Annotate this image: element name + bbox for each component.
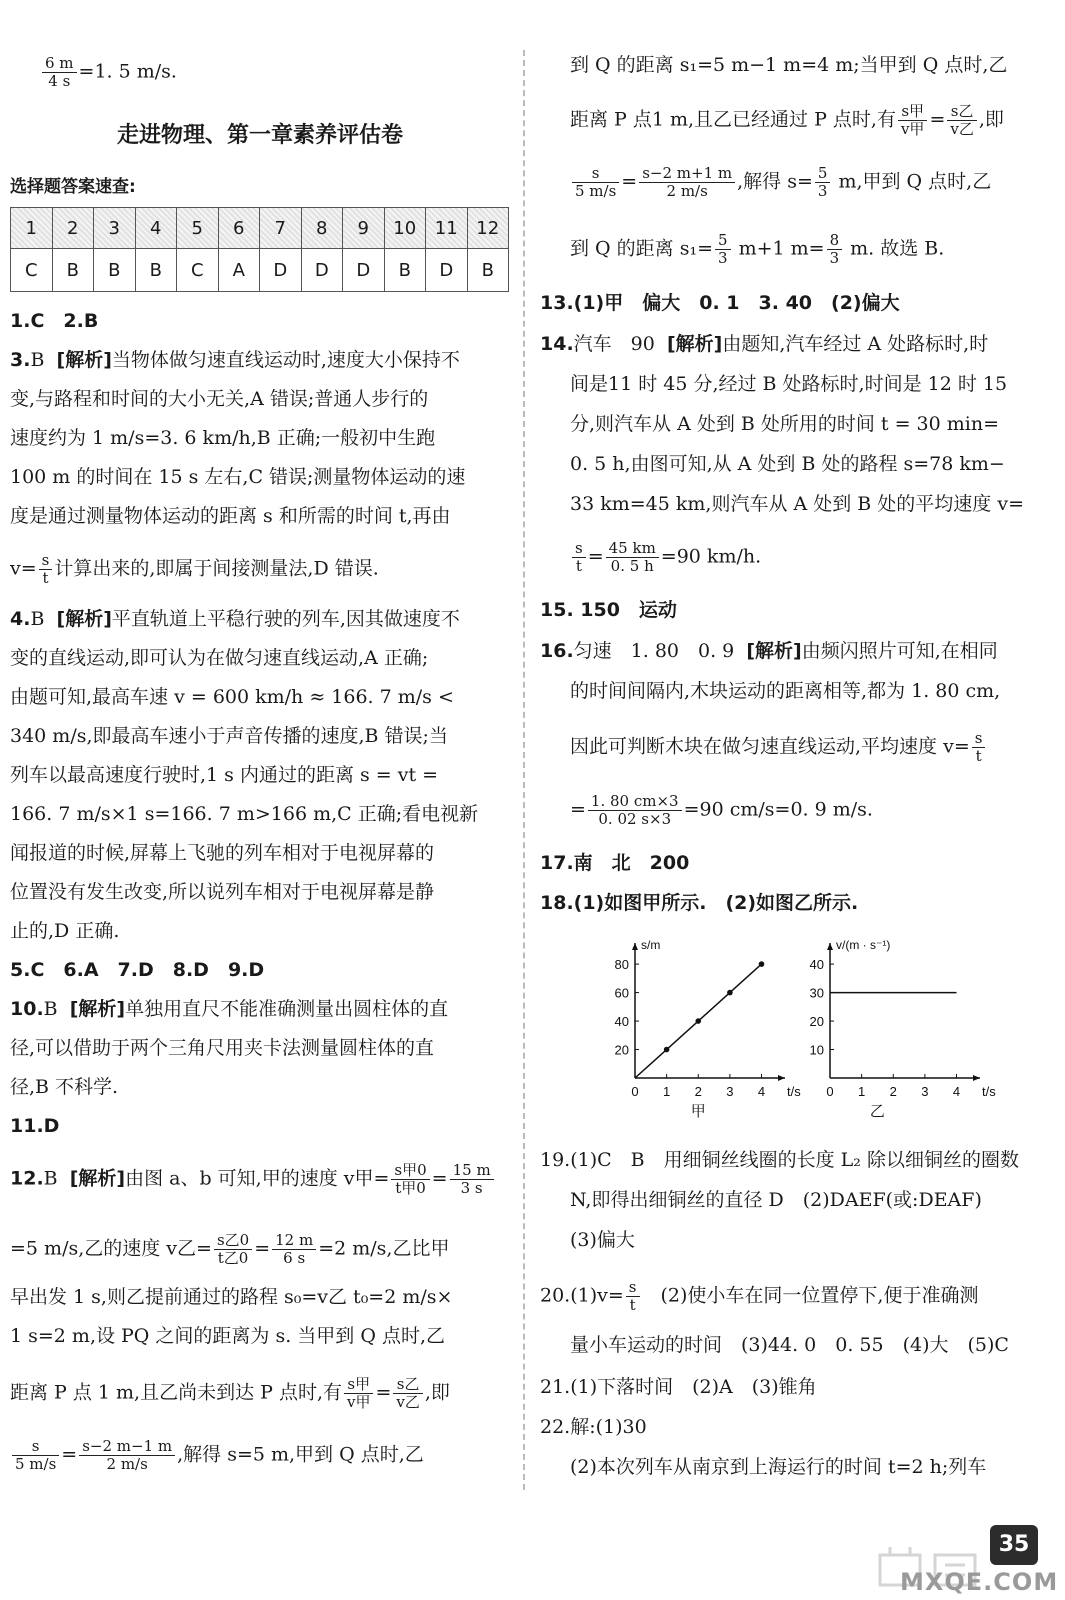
fraction: $\frac{s}{5 m/s}$ — [572, 165, 619, 200]
y-tick-label: 40 — [809, 957, 824, 973]
fraction: $\frac{45 km}{0. 5 h}$ — [606, 540, 659, 575]
answer-12-line: $\frac{s}{5 m/s}$ = $\frac{s-2 m-1 m}{2 m/s}$ ,解得 s=5 m,甲到 Q 点时,乙 — [10, 1438, 424, 1473]
table-cell: A — [218, 249, 260, 292]
table-cell: B — [52, 249, 94, 292]
answer-table-row — [11, 249, 509, 292]
table-cell: B — [384, 249, 426, 292]
y-axis-arrow — [827, 943, 833, 950]
table-cell: 3 — [94, 208, 136, 249]
y-tick-label: 10 — [809, 1042, 824, 1058]
answer-12-cont: $\frac{s}{5 m/s}$ = $\frac{s-2 m+1 m}{2 m/s}$ ,解得 s= $\frac{5}{3}$ m,甲到 Q 点时,乙 — [570, 165, 991, 200]
fraction: $\frac{15 m}{3 s}$ — [450, 1162, 494, 1197]
answer-17: 17.南 北 200 — [540, 852, 690, 874]
answer-14-line: 0. 5 h,由图可知,从 A 处到 B 处的路程 s=78 km− — [570, 453, 1005, 475]
answer-22-cont: (2)本次列车从南京到上海运行的时间 t=2 h;列车 — [570, 1456, 987, 1478]
answer-14-line: 33 km=45 km,则汽车从 A 处到 B 处的平均速度 v= — [570, 493, 1024, 515]
table-cell: C — [11, 249, 53, 292]
answer-4-line: 由题可知,最高车速 v = 600 km/h ≈ 166. 7 m/s < — [10, 686, 454, 708]
answer-4-line: 闻报道的时候,屏幕上飞驰的列车相对于电视屏幕的 — [10, 842, 435, 864]
answer-12-line: 1 s=2 m,设 PQ 之间的距离为 s. 当甲到 Q 点时,乙 — [10, 1325, 445, 1347]
x-tick-label: 0 — [631, 1084, 639, 1099]
column-divider — [523, 50, 525, 1490]
answer-12-cont: 距离 P 点1 m,且乙已经通过 P 点时,有 $\frac{\text{s甲}}{\text{v甲}}$ = $\frac{\text{s乙}}{\text{v乙}}$ ,即 — [570, 102, 1004, 138]
fraction: $\frac{\text{s乙0}}{\text{t乙0}}$ — [214, 1232, 252, 1267]
answer-14-line: $\frac{s}{t}$ = $\frac{45 km}{0. 5 h}$ =90 km/h. — [570, 540, 761, 575]
graph-b — [810, 938, 997, 1120]
fraction: $\frac{s}{t}$ — [572, 540, 586, 575]
fraction: $\frac{5}{3}$ — [715, 232, 731, 267]
x-axis-arrow — [778, 1075, 785, 1081]
fraction: $\frac{s}{t}$ — [39, 552, 53, 587]
table-cell: B — [135, 249, 177, 292]
answer-10-line: 10.B [解析]单独用直尺不能准确测量出圆柱体的直 — [10, 998, 449, 1020]
answer-19-line: (3)偏大 — [570, 1229, 635, 1251]
table-cell: 10 — [384, 208, 426, 249]
table-cell: 1 — [11, 208, 53, 249]
answer-4-line: 166. 7 m/s×1 s=166. 7 m>166 m,C 正确;看电视新 — [10, 803, 479, 825]
quick-answer-label: 选择题答案速查: — [10, 177, 136, 197]
table-cell: 2 — [52, 208, 94, 249]
table-cell: B — [467, 249, 509, 292]
answer-18-graphs — [580, 928, 1050, 1128]
x-tick-label: 4 — [952, 1084, 961, 1099]
answer-4-line: 止的,D 正确. — [10, 920, 120, 942]
fraction: $\frac{s-2 m+1 m}{2 m/s}$ — [639, 165, 735, 200]
fraction: $\frac{s-2 m-1 m}{2 m/s}$ — [79, 1438, 175, 1473]
x-axis-arrow — [973, 1075, 980, 1081]
answer-12-line: 距离 P 点 1 m,且乙尚未到达 P 点时,有 $\frac{\text{s甲}}{\text{v甲}}$ = $\frac{\text{s乙}}{\text{v乙}}$ ,即 — [10, 1375, 450, 1411]
y-tick-label: 20 — [614, 1042, 629, 1058]
answer-12-line: 12.B [解析]由图 a、b 可知,甲的速度 v甲= $\frac{\text{s甲0}}{\text{t甲0}}$ = $\frac{15 m}{3 s}$ — [10, 1162, 496, 1197]
page-number: 35 — [990, 1525, 1038, 1565]
y-tick-label: 60 — [614, 985, 629, 1001]
answer-19-line: 19.(1)C B 用细铜丝线圈的长度 L₂ 除以细铜丝的圈数 — [540, 1149, 1019, 1171]
answer-12-line: =5 m/s,乙的速度 v乙= $\frac{\text{s乙0}}{\text{t乙0}}$ = $\frac{12 m}{6 s}$ =2 m/s,乙比甲 — [10, 1231, 450, 1267]
answer-16-line: 16.匀速 1. 80 0. 9 [解析]由频闪照片可知,在相同 — [540, 640, 998, 662]
fraction: $\frac{\text{s甲}}{\text{v甲}}$ — [898, 103, 927, 138]
x-tick-label: 3 — [921, 1084, 929, 1099]
answer-20-line: 量小车运动的时间 (3)44. 0 0. 55 (4)大 (5)C — [570, 1334, 1009, 1356]
fraction: $\frac{s}{t}$ — [972, 730, 986, 765]
table-cell: D — [426, 249, 468, 292]
watermark-text: MXQE.COM — [900, 1568, 1059, 1596]
data-point — [727, 990, 733, 996]
table-cell: 11 — [426, 208, 468, 249]
answer-14-line: 分,则汽车从 A 处到 B 处所用的时间 t = 30 min= — [570, 413, 1000, 435]
answer-5-9: 5.C 6.A 7.D 8.D 9.D — [10, 959, 265, 981]
answer-3-line: 度是通过测量物体运动的距离 s 和所需的时间 t,再由 — [10, 505, 451, 527]
fraction: $\frac{12 m}{6 s}$ — [272, 1232, 316, 1267]
answer-13: 13.(1)甲 偏大 0. 1 3. 40 (2)偏大 — [540, 292, 900, 314]
fraction: $\frac{1. 80 cm\times 3}{0. 02 s\times 3}$ — [588, 793, 682, 828]
y-axis-label: v/(m · s⁻¹) — [836, 938, 891, 952]
answer-3-line: 变,与路程和时间的大小无关,A 错误;普通人步行的 — [10, 388, 429, 410]
fraction: $\frac{\text{s甲}}{\text{v甲}}$ — [344, 1376, 373, 1411]
x-axis-label: t/s — [982, 1084, 996, 1099]
x-tick-label: 2 — [889, 1084, 897, 1099]
x-tick-label: 1 — [858, 1084, 866, 1099]
graph-a — [615, 938, 802, 1120]
answer-12-cont: 到 Q 的距离 s₁= $\frac{5}{3}$ m+1 m= $\frac{8}{3}$ m. 故选 B. — [570, 231, 945, 267]
table-cell: D — [343, 249, 385, 292]
data-point — [664, 1047, 670, 1053]
x-tick-label: 3 — [726, 1084, 734, 1099]
fraction: $\frac{5}{3}$ — [815, 165, 831, 200]
answer-12-cont: 到 Q 的距离 s₁=5 m−1 m=4 m;当甲到 Q 点时,乙 — [570, 54, 1008, 76]
fraction: $\frac{\text{s乙}}{\text{v乙}}$ — [393, 1376, 422, 1411]
table-cell: 7 — [260, 208, 302, 249]
answer-11: 11.D — [10, 1115, 60, 1137]
answer-16-line: = $\frac{1. 80 cm\times 3}{0. 02 s\times 3}$ =90 cm/s=0. 9 m/s. — [570, 792, 873, 828]
x-tick-label: 1 — [663, 1084, 671, 1099]
fraction: $\frac{8}{3}$ — [827, 232, 843, 267]
table-cell: 5 — [177, 208, 219, 249]
answer-4-line: 位置没有发生改变,所以说列车相对于电视屏幕是静 — [10, 881, 435, 903]
answer-16-line: 的时间间隔内,木块运动的距离相等,都为 1. 80 cm, — [570, 680, 1001, 702]
answer-14-line: 间是11 时 45 分,经过 B 处路标时,时间是 12 时 15 — [570, 373, 1008, 395]
y-axis-label: s/m — [641, 938, 661, 952]
y-tick-label: 40 — [614, 1014, 629, 1030]
answer-4-line: 变的直线运动,即可认为在做匀速直线运动,A 正确; — [10, 647, 429, 669]
answer-4-line: 340 m/s,即最高车速小于声音传播的速度,B 错误;当 — [10, 725, 448, 747]
x-tick-label: 2 — [694, 1084, 702, 1099]
fraction: $\frac{s}{5 m/s}$ — [12, 1438, 59, 1473]
answer-20-line: 20.(1)v= $\frac{s}{t}$ (2)使小车在同一位置停下,便于准确测 — [540, 1278, 979, 1314]
table-cell: 8 — [301, 208, 343, 249]
x-tick-label: 0 — [826, 1084, 834, 1099]
answer-22: 22.解:(1)30 — [540, 1416, 647, 1438]
table-cell: C — [177, 249, 219, 292]
table-cell: 6 — [218, 208, 260, 249]
x-tick-label: 4 — [757, 1084, 766, 1099]
table-cell: B — [94, 249, 136, 292]
section-title: 走进物理、第一章素养评估卷 — [116, 123, 403, 148]
answer-table-header — [11, 208, 509, 249]
answer-19-line: N,即得出细铜丝的直径 D (2)DAEF(或:DEAF) — [570, 1189, 982, 1211]
y-tick-label: 80 — [614, 957, 629, 973]
table-cell: 9 — [343, 208, 385, 249]
answer-18: 18.(1)如图甲所示. (2)如图乙所示. — [540, 892, 859, 914]
answer-table — [10, 207, 509, 292]
answer-12-line: 早出发 1 s,则乙提前通过的路程 s₀=v乙 t₀=2 m/s× — [10, 1286, 453, 1308]
graph-caption: 乙 — [869, 1103, 885, 1120]
table-cell: D — [260, 249, 302, 292]
y-tick-label: 20 — [809, 1014, 824, 1030]
answer-3-line: 100 m 的时间在 15 s 左右,C 错误;测量物体运动的速 — [10, 466, 466, 488]
answer-10-line: 径,B 不科学. — [10, 1076, 119, 1098]
y-tick-label: 30 — [809, 985, 824, 1001]
answer-14-line: 14.汽车 90 [解析]由题知,汽车经过 A 处路标时,时 — [540, 333, 989, 355]
answer-3-line: 速度约为 1 m/s=3. 6 km/h,B 正确;一般初中生跑 — [10, 427, 436, 449]
data-point — [759, 961, 765, 967]
answer-10-line: 径,可以借助于两个三角尺用夹卡法测量圆柱体的直 — [10, 1037, 435, 1059]
fraction: $\frac{\text{s甲0}}{\text{t甲0}}$ — [391, 1162, 429, 1197]
fraction: $\frac{\text{s乙}}{\text{v乙}}$ — [947, 103, 976, 138]
answer-16-line: 因此可判断木块在做匀速直线运动,平均速度 v= $\frac{s}{t}$ — [570, 730, 987, 765]
answer-15: 15. 150 运动 — [540, 599, 677, 621]
top-fraction-line: $\frac{6 m}{4 s}$ =1. 5 m/s. — [40, 55, 177, 90]
answer-1-2: 1.C 2.B — [10, 310, 99, 332]
answer-3-line: 3.B [解析]当物体做匀速直线运动时,速度大小保持不 — [10, 349, 460, 371]
table-cell: 4 — [135, 208, 177, 249]
x-axis-label: t/s — [787, 1084, 801, 1099]
fraction: $\frac{6 m}{4 s}$ — [42, 55, 77, 90]
fraction: $\frac{s}{t}$ — [626, 1279, 640, 1314]
answer-4-line: 列车以最高速度行驶时,1 s 内通过的距离 s = vt = — [10, 764, 439, 786]
graph-caption: 甲 — [690, 1103, 706, 1120]
answer-3-line: v= $\frac{s}{t}$ 计算出来的,即属于间接测量法,D 错误. — [10, 551, 379, 587]
data-point — [695, 1018, 701, 1024]
answer-4-line: 4.B [解析]平直轨道上平稳行驶的列车,因其做速度不 — [10, 608, 460, 630]
table-cell: 12 — [467, 208, 509, 249]
y-axis-arrow — [632, 943, 638, 950]
table-cell: D — [301, 249, 343, 292]
answer-21: 21.(1)下落时间 (2)A (3)锥角 — [540, 1376, 817, 1398]
